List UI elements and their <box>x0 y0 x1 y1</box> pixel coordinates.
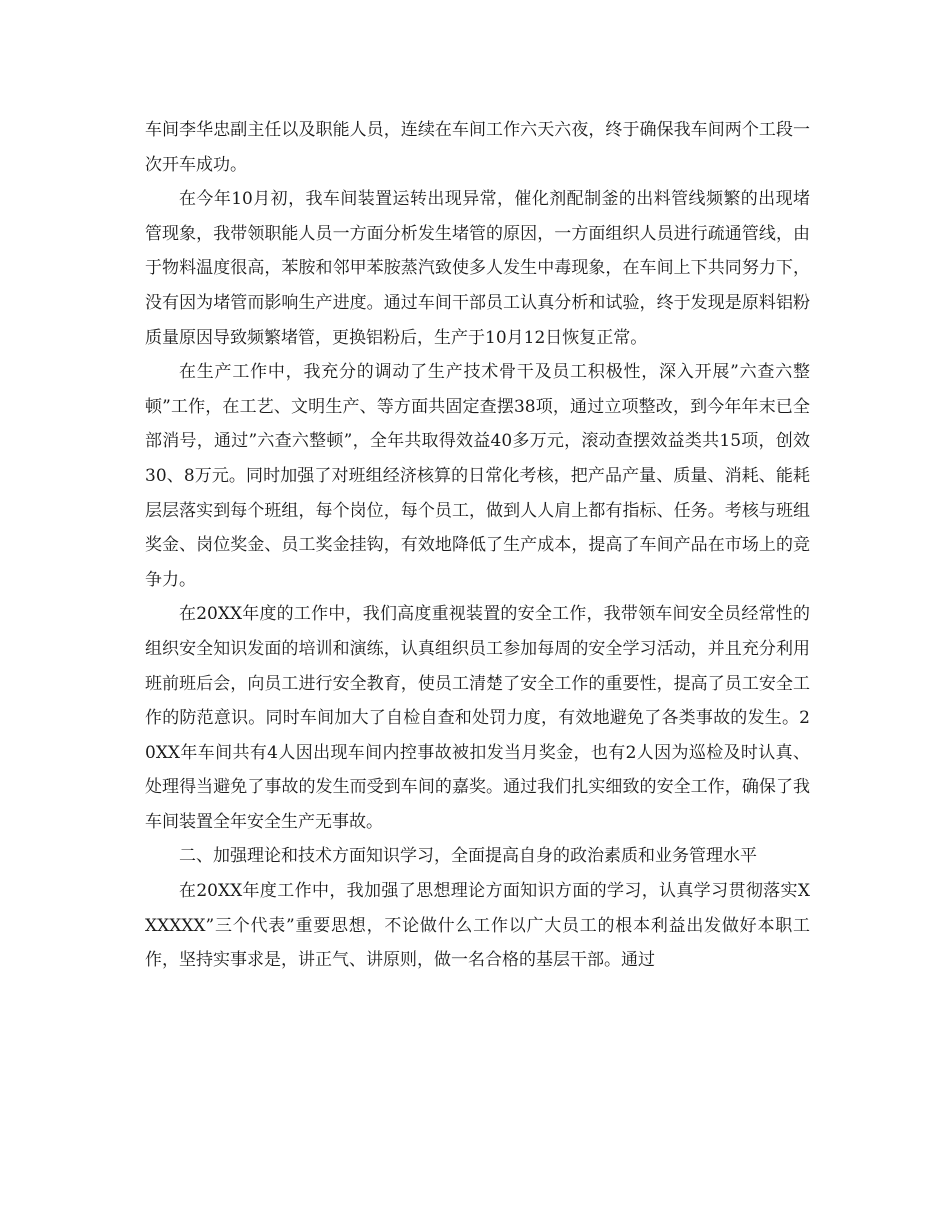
document-body <box>145 113 810 978</box>
paragraph-safety-work: 在20XX年度的工作中，我们高度重视装置的安全工作，我带领车间安全员经常性的组织安全知识发面的培训和演练，认真组织员工参加每周的安全学习活动，并且充分利用班前班后会，向员工进行安全教育，使员工清楚了安全工作的重要性，提高了员工安全工作的防范意识。同时车间加大了自检自查和处罚力度，有效地避免了各类事故的发生。20XX年车间共有4人因出现车间内控事故被扣发当月奖金，也有2人因为巡检及时认真、处理得当避免了事故的发生而受到车间的嘉奖。通过我们扎实细致的安全工作，确保了我车间装置全年安全生产无事故。 <box>145 604 810 832</box>
paragraph-continuation: 车间李华忠副主任以及职能人员，连续在车间工作六天六夜，终于确保我车间两个工段一次开车成功。 <box>145 120 810 175</box>
paragraph-theory-study: 在20XX年度工作中，我加强了思想理论方面知识方面的学习，认真学习贯彻落实XXXXXX”三个代表”重要思想，不论做什么工作以广大员工的根本利益出发做好本职工作，坚持实事求是，讲正气、讲原则，做一名合格的基层干部。通过 <box>145 881 810 971</box>
section-heading-2: 二、加强理论和技术方面知识学习，全面提高自身的政治素质和业务管理水平 <box>179 846 757 867</box>
paragraph-catalyst-blockage: 在今年10月初，我车间装置运转出现异常，催化剂配制釜的出料管线频繁的出现堵管现象，我带领职能人员一方面分析发生堵管的原因，一方面组织人员进行疏通管线，由于物料温度很高，苯胺和邻甲苯胺蒸汽致使多人发生中毒现象，在车间上下共同努力下，没有因为堵管而影响生产进度。通过车间干部员工认真分析和试验，终于发现是原料铝粉质量原因导致频繁堵管，更换铝粉后，生产于10月12日恢复正常。 <box>145 189 810 348</box>
paragraph-production-work: 在生产工作中，我充分的调动了生产技术骨干及员工积极性，深入开展”六查六整顿”工作，在工艺、文明生产、等方面共固定查摆38项，通过立项整改，到今年年末已全部消号，通过”六查六整顿”，全年共取得效益40多万元，滚动查摆效益类共15项，创效30、8万元。同时加强了对班组经济核算的日常化考核，把产品产量、质量、消耗、能耗层层落实到每个班组，每个岗位，每个员工，做到人人肩上都有指标、任务。考核与班组奖金、岗位奖金、员工奖金挂钩，有效地降低了生产成本，提高了车间产品在市场上的竞争力。 <box>145 362 810 590</box>
